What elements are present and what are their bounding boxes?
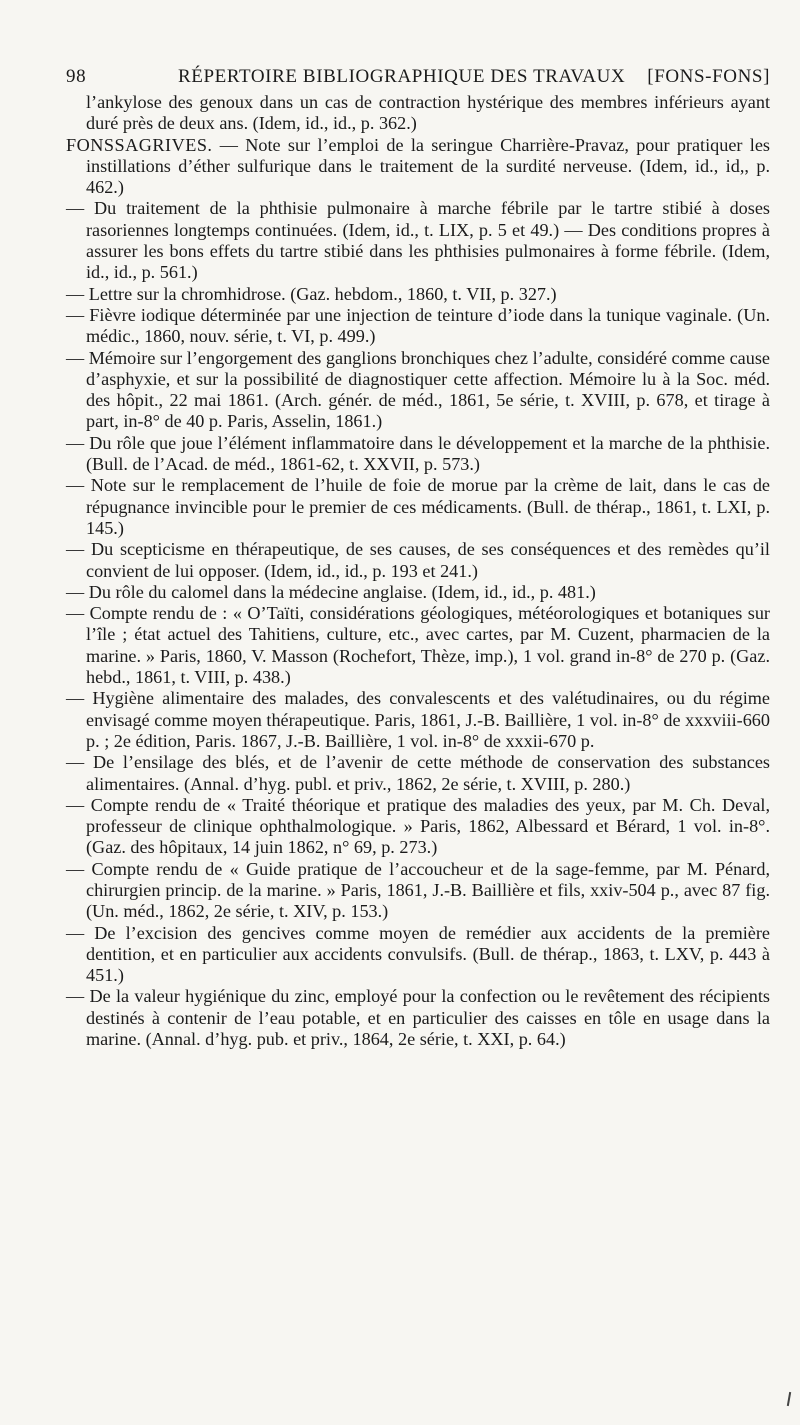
bibliography-entry: — Compte rendu de « Guide pratique de l’accoucheur et de la sage-femme, par M. Pénard, chirurgien princip. de la marine. » Paris, 1861, J.-B. Baillière et fils, xxiv-504 p., avec 87 fig. (Un. méd., 1862, 2e série, t. XIV, p. 153.) — [66, 858, 770, 922]
bibliography-entry: — De l’excision des gencives comme moyen de remédier aux accidents de la première dentition, et en particulier aux accidents convulsifs. (Bull. de thérap., 1863, t. LXV, p. 443 à 451.) — [66, 922, 770, 986]
bibliography-body — [66, 92, 770, 1050]
entry-range: [FONS-FONS] — [647, 66, 770, 87]
bibliography-entry: — Hygiène alimentaire des malades, des convalescents et des valétudinaires, ou du régime envisagé comme moyen thérapeutique. Paris, 1861, J.-B. Baillière, 1 vol. in-8° de xxxviii-660 p. ; 2e édition, Paris. 1867, J.-B. Baillière, 1 vol. in-8° de xxxii-670 p. — [66, 688, 770, 751]
bibliography-entry: — Note sur le remplacement de l’huile de foie de morue par la crème de lait, dans le cas de répugnance invincible pour le premier de ces médicaments. (Bull. de thérap., 1861, t. LXI, p. 145.) — [66, 475, 770, 538]
bibliography-entry: — Fièvre iodique déterminée par une injection de teinture d’iode dans la tunique vaginale. (Un. médic., 1860, nouv. série, t. VI, p. 499.) — [66, 304, 770, 347]
margin-mark — [787, 1392, 791, 1406]
bibliography-entry: FONSSAGRIVES. — Note sur l’emploi de la seringue Charrière-Pravaz, pour pratiquer les instillations d’éther sulfurique dans le traitement de la surdité nerveuse. (Idem, id., id,, p. 462.) — [66, 134, 770, 198]
page-number: 98 — [66, 66, 87, 87]
running-header — [66, 66, 770, 88]
bibliography-entry: — Compte rendu de « Traité théorique et pratique des maladies des yeux, par M. Ch. Deval, professeur de clinique ophthalmologique. » Paris, 1862, Albessard et Bérard, 1 vol. in-8°. (Gaz. des hôpitaux, 14 juin 1862, n° 69, p. 273.) — [66, 794, 770, 858]
bibliography-entry: — De la valeur hygiénique du zinc, employé pour la confection ou le revêtement des récipients destinés à contenir de l’eau potable, et en particulier des caisses en tôle en usage dans la marine. (Annal. d’hyg. pub. et priv., 1864, 2e série, t. XXI, p. 64.) — [66, 986, 770, 1050]
bibliography-entry: — Du rôle que joue l’élément inflammatoire dans le développement et la marche de la phthisie. (Bull. de l’Acad. de méd., 1861-62, t. XXVII, p. 573.) — [66, 432, 770, 475]
bibliography-entry: — Mémoire sur l’engorgement des ganglions bronchiques chez l’adulte, considéré comme cause d’asphyxie, et sur la possibilité de diagnostiquer cette affection. Mémoire lu à la Soc. méd. des hôpit., 22 mai 1861. (Arch. génér. de méd., 1861, 5e série, t. XVIII, p. 678, et tirage à part, in-8° de 40 p. Paris, Asselin, 1861.) — [66, 347, 770, 432]
bibliography-entry: — Compte rendu de : « O’Taïti, considérations géologiques, météorologiques et botaniques sur l’île ; état actuel des Tahitiens, culture, etc., avec cartes, par M. Cuzent, pharmacien de la marine. » Paris, 1860, V. Masson (Rochefort, Thèze, imp.), 1 vol. grand in-8° de 270 p. (Gaz. hebd., 1861, t. VIII, p. 438.) — [66, 603, 770, 688]
running-title: RÉPERTOIRE BIBLIOGRAPHIQUE DES TRAVAUX — [178, 66, 626, 87]
author-name: FONSSAGRIVES. — [66, 134, 213, 155]
bibliography-entry: — Du rôle du calomel dans la médecine anglaise. (Idem, id., id., p. 481.) — [66, 581, 596, 602]
bibliography-entry: — De l’ensilage des blés, et de l’avenir de cette méthode de conservation des substances alimentaires. (Annal. d’hyg. publ. et priv., 1862, 2e série, t. XVIII, p. 280.) — [66, 752, 770, 794]
bibliography-entry: — Du traitement de la phthisie pulmonaire à marche fébrile par le tartre stibié à doses rasoriennes longtemps continuées. (Idem, id., t. LIX, p. 5 et 49.) — Des conditions propres à assurer les bons effets du tartre stibié dans les phthisies pulmonaires à forme fébrile. (Idem, id., id., p. 561.) — [66, 198, 770, 283]
bibliography-entry: l’ankylose des genoux dans un cas de contraction hystérique des membres inférieurs ayant duré près de deux ans. (Idem, id., id., p. 362.) — [86, 92, 770, 134]
bibliography-entry: — Lettre sur la chromhidrose. (Gaz. hebdom., 1860, t. VII, p. 327.) — [66, 283, 557, 304]
bibliography-entry: — Du scepticisme en thérapeutique, de ses causes, de ses conséquences et des remèdes qu’il convient de lui opposer. (Idem, id., id., p. 193 et 241.) — [66, 539, 770, 581]
